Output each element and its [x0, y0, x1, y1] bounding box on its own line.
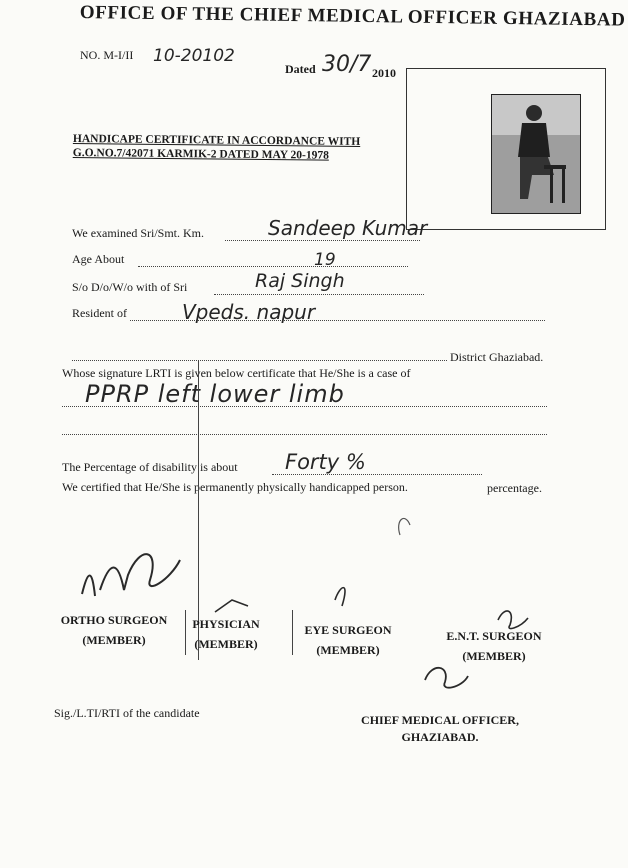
relation-value: Raj Singh: [255, 270, 345, 292]
signatory-role: E.N.T. SURGEON: [446, 629, 542, 643]
signature-statement: Whose signature LRTI is given below certificate that He/She is a case of: [62, 366, 411, 380]
percentage-value: Forty %: [285, 450, 366, 474]
signatory-role: EYE SURGEON: [304, 623, 392, 637]
dated-label: Dated: [285, 62, 316, 76]
cmo-line-1: CHIEF MEDICAL OFFICER,: [361, 713, 519, 727]
examined-label: We examined Sri/Smt. Km.: [72, 226, 205, 240]
candidate-signature-label: Sig./L.TI/RTI of the candidate: [54, 706, 200, 720]
relation-label: S/o D/o/W/o with of Sri: [72, 280, 188, 294]
heading-line-2: G.O.NO.7/42071 KARMIK-2 DATED MAY 20-1978: [72, 146, 329, 162]
examined-value: Sandeep Kumar: [268, 216, 428, 240]
signatory-physician: [178, 614, 274, 654]
signatory-member: (MEMBER): [194, 637, 258, 651]
resident-value: Vpeds. napur: [182, 300, 316, 324]
percentage-suffix: percentage.: [487, 481, 542, 495]
case-value: PPRP left lower limb: [85, 380, 345, 408]
signatory-member: (MEMBER): [82, 633, 146, 647]
age-value: 19: [314, 250, 336, 270]
cmo-line-2: GHAZIABAD.: [401, 730, 479, 744]
reference-number-value: 10-20102: [153, 46, 235, 66]
age-label: Age About: [72, 252, 125, 266]
district-label: District Ghaziabad.: [450, 350, 544, 364]
reference-number-label: NO. M-I/II: [80, 48, 134, 62]
heading-line-1: HANDICAPE CERTIFICATE IN ACCORDANCE WITH: [72, 132, 361, 149]
signatory-member: (MEMBER): [316, 643, 380, 657]
percentage-label: The Percentage of disability is about: [62, 460, 238, 474]
signatory-eye-surgeon: [292, 620, 404, 660]
signatory-role: PHYSICIAN: [192, 617, 260, 631]
signatory-member: (MEMBER): [462, 649, 526, 663]
cmo-designation: [350, 712, 530, 746]
certified-statement: We certified that He/She is permanently physically handicapped person.: [62, 480, 408, 494]
dated-value: 30/7: [322, 52, 372, 77]
signatory-ortho-surgeon: [54, 610, 174, 650]
dated-year: 2010: [372, 66, 396, 80]
office-title: OFFICE OF THE CHIEF MEDICAL OFFICER GHAZIABAD: [79, 2, 626, 31]
signatory-ent-surgeon: [435, 626, 553, 666]
signatory-role: ORTHO SURGEON: [60, 613, 168, 627]
resident-label: Resident of: [72, 306, 127, 320]
